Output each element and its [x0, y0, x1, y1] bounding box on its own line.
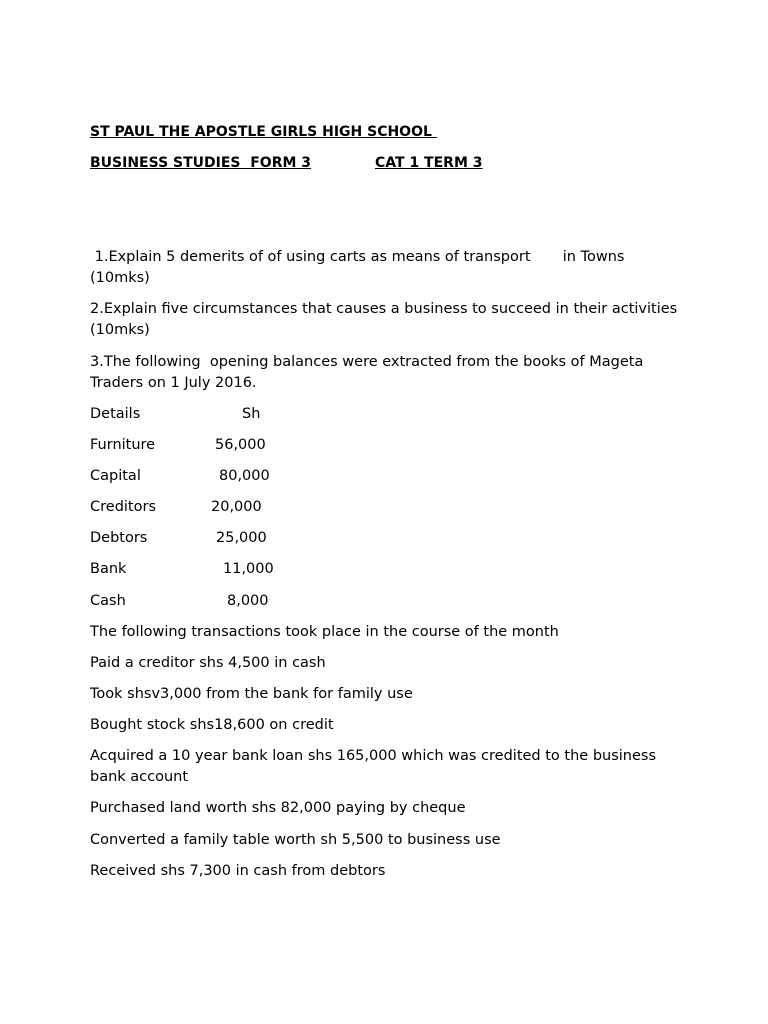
transactions-intro: The following transactions took place in the course of the month [90, 624, 559, 640]
balance-value: 56,000 [215, 437, 266, 453]
transaction-item: Received shs 7,300 in cash from debtors [90, 863, 386, 879]
balance-label: Furniture [90, 437, 156, 453]
transaction-item: Took shsv3,000 from the bank for family use [90, 686, 413, 702]
question-1: 1.Explain 5 demerits of of using carts as means of transport in Towns (10mks) [90, 249, 630, 286]
balance-label: Bank [90, 561, 127, 577]
balance-value: 80,000 [219, 468, 270, 484]
balance-value: 8,000 [227, 593, 269, 609]
subject-title: BUSINESS STUDIES FORM 3 [90, 155, 312, 171]
transaction-item: Paid a creditor shs 4,500 in cash [90, 655, 326, 671]
question-3: 3.The following opening balances were extracted from the books of Mageta Traders on 1 July 2016. [90, 354, 648, 391]
cat-title: CAT 1 TERM 3 [375, 155, 483, 171]
balance-value: 25,000 [216, 530, 267, 546]
transaction-item: Acquired a 10 year bank loan shs 165,000 which was credited to the business bank account [90, 748, 661, 785]
school-title: ST PAUL THE APOSTLE GIRLS HIGH SCHOOL [90, 124, 437, 140]
balance-label: Debtors [90, 530, 148, 546]
transaction-item: Purchased land worth shs 82,000 paying by cheque [90, 800, 466, 816]
balance-label: Capital [90, 468, 141, 484]
transaction-item: Converted a family table worth sh 5,500 to business use [90, 832, 501, 848]
balance-value: 20,000 [211, 499, 262, 515]
balance-value: 11,000 [223, 561, 274, 577]
details-heading: Details [90, 406, 141, 422]
balance-label: Creditors [90, 499, 156, 515]
transaction-item: Bought stock shs18,600 on credit [90, 717, 334, 733]
question-2: 2.Explain five circumstances that causes a business to succeed in their activities (10mks) [90, 301, 682, 338]
balance-label: Cash [90, 593, 126, 609]
amount-heading: Sh [242, 406, 261, 422]
